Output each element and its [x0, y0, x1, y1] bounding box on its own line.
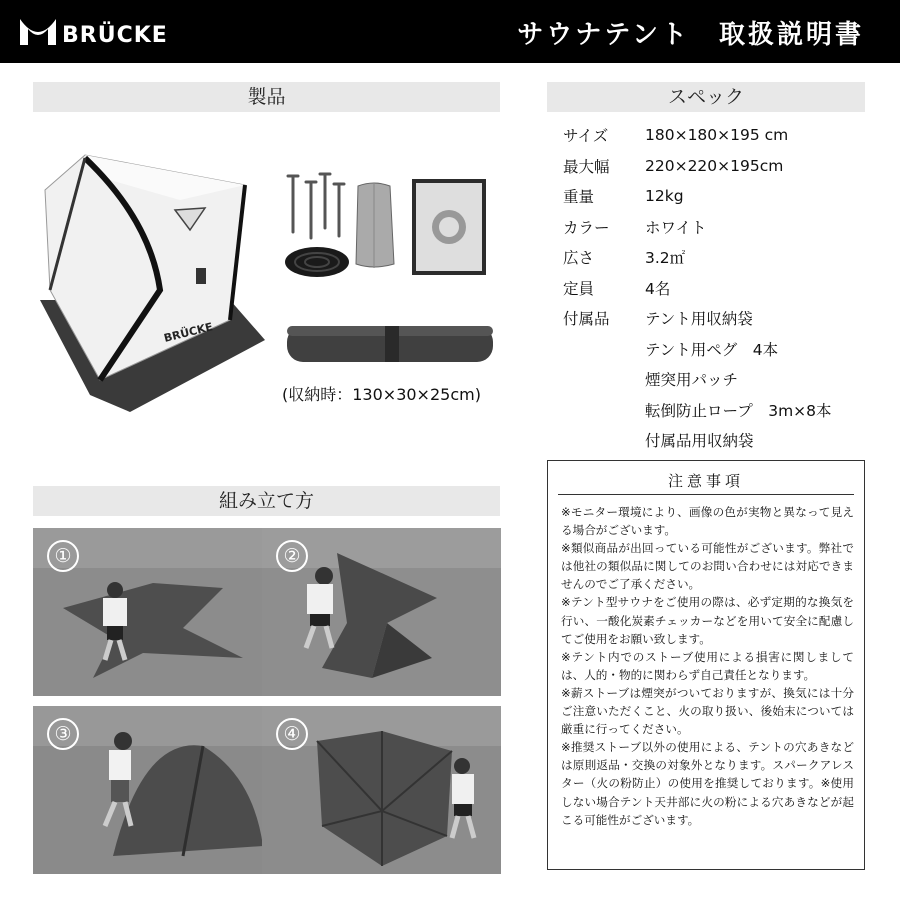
spec-row	[563, 273, 883, 304]
brand-mark-icon	[18, 15, 58, 49]
notice-item: ※推奨ストーブ以外の使用による、テントの穴あきなどは原則返品・交換の対象外となります。スパークアレスター（火の粉防止）の使用を推奨しております。※使用しない場合テント天井部に火の粉による穴あきなどが起こる可能性がございます。	[561, 740, 854, 827]
spec-label: カラー	[563, 218, 610, 237]
spec-value: ホワイト	[645, 218, 707, 237]
spec-row	[563, 181, 883, 212]
section-title-product: 製品	[33, 82, 500, 112]
section-title-assembly: 組み立て方	[33, 486, 500, 516]
spec-value: 付属品用収納袋	[645, 432, 754, 451]
step-number-badge: ②	[276, 540, 308, 572]
section-title-spec: スペック	[547, 82, 865, 112]
spec-value: 3.2㎡	[645, 249, 686, 268]
document-title: サウナテント 取扱説明書	[517, 20, 864, 50]
notice-box	[547, 460, 865, 870]
spec-label: 広さ	[563, 249, 595, 268]
spec-row	[563, 120, 883, 151]
notice-item: ※薪ストーブは煙突がついておりますが、換気には十分ご注意いただくこと、火の取り扱い、後始末については厳重に行ってください。	[561, 685, 854, 737]
spec-value: 220×220×195cm	[645, 156, 784, 175]
notice-item: ※テント内でのストーブ使用による損害に関しましては、人的・物的に関わらず自己責任となります。	[561, 649, 854, 682]
brand-logo	[18, 12, 168, 52]
spec-row	[563, 425, 883, 456]
spec-value: 180×180×195 cm	[645, 126, 789, 145]
spec-label: 最大幅	[563, 157, 610, 176]
notice-item: ※類似商品が出回っている可能性がございます。弊社では他社の類似品に関してのお問い合わせには対応できませんのでご了承ください。	[561, 541, 854, 592]
header-bar	[0, 0, 900, 63]
spec-list	[563, 120, 883, 456]
pegs-image	[282, 170, 352, 245]
step-number-badge: ④	[276, 718, 308, 750]
spec-row	[563, 334, 883, 365]
notice-item: ※モニター環境により、画像の色が実物と異なって見える場合がございます。	[561, 505, 854, 538]
spec-row	[563, 395, 883, 426]
spec-row	[563, 151, 883, 182]
spec-value: テント用収納袋	[645, 310, 753, 329]
tent-brand-text: BRÜCKE	[162, 320, 215, 345]
notice-item: ※テント型サウナをご使用の際は、必ず定期的な換気を行い、一酸化炭素チェッカーなどを用いて安全に配慮してご使用をお願い致します。	[561, 595, 854, 646]
spec-row	[563, 303, 883, 334]
notice-body	[548, 495, 864, 829]
spec-row	[563, 242, 883, 273]
rope-coil-image	[282, 244, 352, 280]
assembly-step-2-photo	[262, 528, 501, 696]
step-number-badge: ①	[47, 540, 79, 572]
spec-label: 重量	[563, 188, 595, 207]
small-storage-bag-image	[352, 180, 397, 270]
spec-row	[563, 212, 883, 243]
spec-value: 12kg	[645, 187, 684, 206]
tent-product-image	[30, 150, 270, 415]
storage-size-caption: (収納時：130×30×25cm)	[282, 385, 481, 404]
assembly-step-1-photo	[33, 528, 272, 696]
tent-storage-bag-image	[285, 322, 495, 366]
chimney-patch-image	[411, 178, 487, 276]
spec-value: 4名	[645, 279, 671, 298]
spec-value: 煙突用パッチ	[645, 371, 739, 390]
assembly-step-4-photo	[262, 706, 501, 874]
spec-row	[563, 364, 883, 395]
brand-name: BRÜCKE	[62, 22, 168, 48]
step-number-badge: ③	[47, 718, 79, 750]
assembly-step-3-photo	[33, 706, 272, 874]
spec-value: テント用ペグ 4本	[645, 340, 779, 359]
notice-title: 注意事項	[667, 472, 744, 490]
spec-value: 転倒防止ロープ 3m×8本	[645, 401, 832, 420]
spec-label: サイズ	[563, 127, 609, 146]
spec-label: 定員	[563, 279, 595, 298]
spec-label: 付属品	[563, 310, 610, 329]
